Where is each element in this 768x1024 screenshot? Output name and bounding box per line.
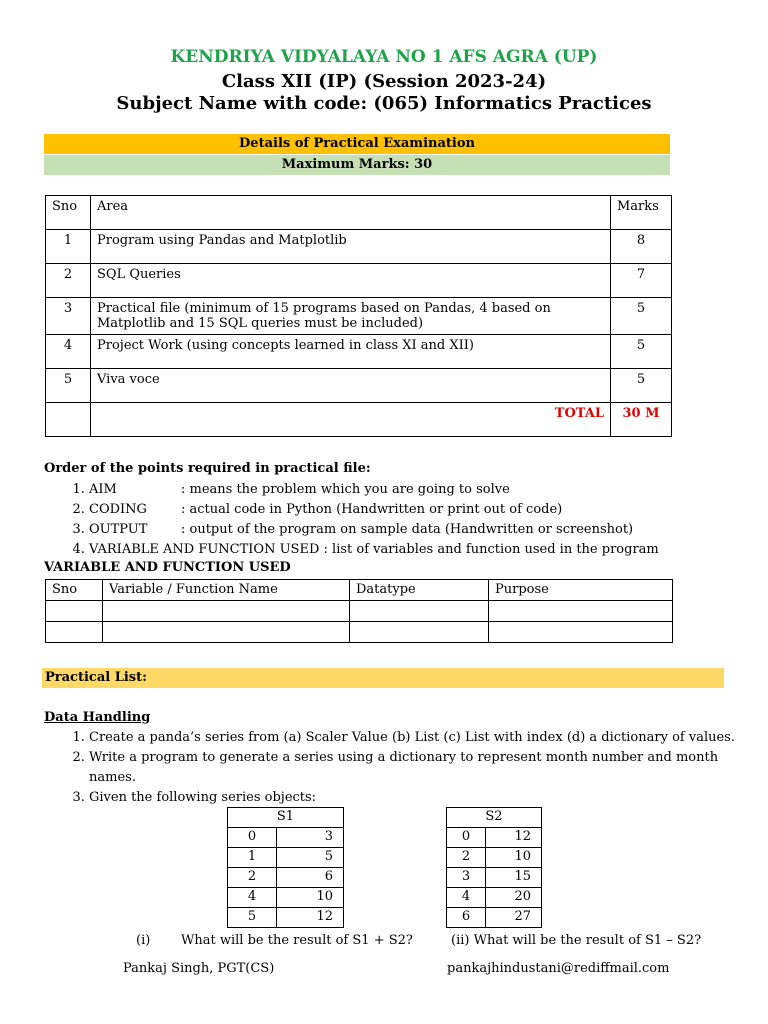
item-desc: : output of the program on sample data (Handwritten or screenshot) [181, 522, 634, 537]
index-cell: 0 [447, 828, 486, 848]
index-cell: 0 [228, 828, 277, 848]
value-cell: 10 [277, 888, 344, 908]
series-name: S2 [447, 808, 542, 828]
table-row [46, 264, 672, 298]
index-cell: 4 [228, 888, 277, 908]
index-cell: 2 [447, 848, 486, 868]
item-desc: : means the problem which you are going to solve [181, 482, 510, 497]
table-row [228, 808, 344, 828]
question-1-number: (i) [136, 933, 151, 948]
value-cell: 27 [486, 908, 542, 928]
row-sno: 3 [46, 298, 91, 335]
row-area: Project Work (using concepts learned in class XI and XII) [91, 335, 611, 369]
var-table-title: VARIABLE AND FUNCTION USED [44, 560, 291, 575]
value-cell: 12 [486, 828, 542, 848]
row-marks: 5 [611, 298, 672, 335]
table-row [46, 196, 672, 230]
empty-cell [350, 601, 489, 622]
total-value: 30 M [611, 403, 672, 437]
row-area: SQL Queries [91, 264, 611, 298]
value-cell: 15 [486, 868, 542, 888]
item-label: AIM [89, 482, 117, 497]
list-item [89, 540, 768, 560]
marks-table [45, 195, 672, 437]
index-cell: 6 [447, 908, 486, 928]
value-cell: 5 [277, 848, 344, 868]
list-item: 1. Create a panda’s series from (a) Scaler Value (b) List (c) List with index (d) a dictionary of values. [89, 728, 761, 748]
class-session: Class XII (IP) (Session 2023-24) [221, 71, 547, 92]
table-row [46, 580, 673, 601]
table-row [447, 848, 542, 868]
col-area-header: Area [91, 196, 611, 230]
row-marks: 7 [611, 264, 672, 298]
footer-author: Pankaj Singh, PGT(CS) [123, 961, 275, 976]
table-row [228, 908, 344, 928]
row-sno: 4 [46, 335, 91, 369]
item-label: CODING [89, 502, 147, 517]
max-marks-band: Maximum Marks: 30 [44, 155, 670, 175]
order-title: Order of the points required in practical file: [44, 461, 371, 476]
question-2: (ii) What will be the result of S1 – S2? [451, 933, 702, 948]
value-cell: 12 [277, 908, 344, 928]
col-sno-header: Sno [46, 580, 103, 601]
school-name: KENDRIYA VIDYALAYA NO 1 AFS AGRA (UP) [170, 47, 598, 67]
table-row [228, 848, 344, 868]
list-item [89, 520, 768, 540]
empty-cell [103, 601, 350, 622]
value-cell: 20 [486, 888, 542, 908]
total-empty-cell [46, 403, 91, 437]
index-cell: 5 [228, 908, 277, 928]
row-sno: 1 [46, 230, 91, 264]
index-cell: 4 [447, 888, 486, 908]
row-area: Viva voce [91, 369, 611, 403]
table-row [228, 868, 344, 888]
table-row [46, 298, 672, 335]
col-sno-header: Sno [46, 196, 91, 230]
empty-cell [489, 622, 673, 643]
practical-list-band: Practical List: [42, 668, 724, 688]
empty-cell [46, 601, 103, 622]
table-row [447, 828, 542, 848]
footer-email: pankajhindustani@rediffmail.com [447, 961, 670, 976]
list-item [89, 500, 768, 520]
total-label: TOTAL [91, 403, 611, 437]
table-row [46, 335, 672, 369]
data-handling-title: Data Handling [44, 710, 151, 725]
series-name: S1 [228, 808, 344, 828]
empty-cell [489, 601, 673, 622]
table-row [228, 828, 344, 848]
table-row [447, 908, 542, 928]
list-item: 3. Given the following series objects: [89, 788, 761, 808]
index-cell: 1 [228, 848, 277, 868]
col-datatype-header: Datatype [350, 580, 489, 601]
table-row [46, 601, 673, 622]
row-marks: 8 [611, 230, 672, 264]
item-label: VARIABLE AND FUNCTION USED [89, 542, 320, 557]
col-purpose-header: Purpose [489, 580, 673, 601]
empty-cell [46, 622, 103, 643]
index-cell: 3 [447, 868, 486, 888]
list-item [89, 480, 768, 500]
item-desc: : actual code in Python (Handwritten or print out of code) [181, 502, 563, 517]
empty-cell [103, 622, 350, 643]
exam-title-band: Details of Practical Examination [44, 134, 670, 154]
table-row [46, 230, 672, 264]
empty-cell [350, 622, 489, 643]
value-cell: 10 [486, 848, 542, 868]
index-cell: 2 [228, 868, 277, 888]
row-marks: 5 [611, 335, 672, 369]
col-marks-header: Marks [611, 196, 672, 230]
row-area: Program using Pandas and Matplotlib [91, 230, 611, 264]
question-1: What will be the result of S1 + S2? [181, 933, 413, 948]
table-row [447, 868, 542, 888]
series-s2-table [446, 807, 542, 928]
item-desc: : list of variables and function used in the program [323, 542, 659, 557]
list-item: 2. Write a program to generate a series using a dictionary to represent month number and month names. [89, 748, 761, 788]
row-marks: 5 [611, 369, 672, 403]
row-sno: 5 [46, 369, 91, 403]
value-cell: 6 [277, 868, 344, 888]
table-row [228, 888, 344, 908]
col-name-header: Variable / Function Name [103, 580, 350, 601]
item-label: OUTPUT [89, 522, 148, 537]
table-row [447, 888, 542, 908]
row-area: Practical file (minimum of 15 programs based on Pandas, 4 based on Matplotlib and 15 SQL queries must be included) [91, 298, 611, 335]
row-sno: 2 [46, 264, 91, 298]
variable-table [45, 579, 673, 643]
data-handling-list [44, 728, 761, 808]
value-cell: 3 [277, 828, 344, 848]
table-row [46, 403, 672, 437]
table-row [46, 622, 673, 643]
table-row [46, 369, 672, 403]
table-row [447, 808, 542, 828]
series-s1-table [227, 807, 344, 928]
order-list [44, 480, 768, 560]
subject-title: Subject Name with code: (065) Informatics Practices [116, 93, 652, 114]
